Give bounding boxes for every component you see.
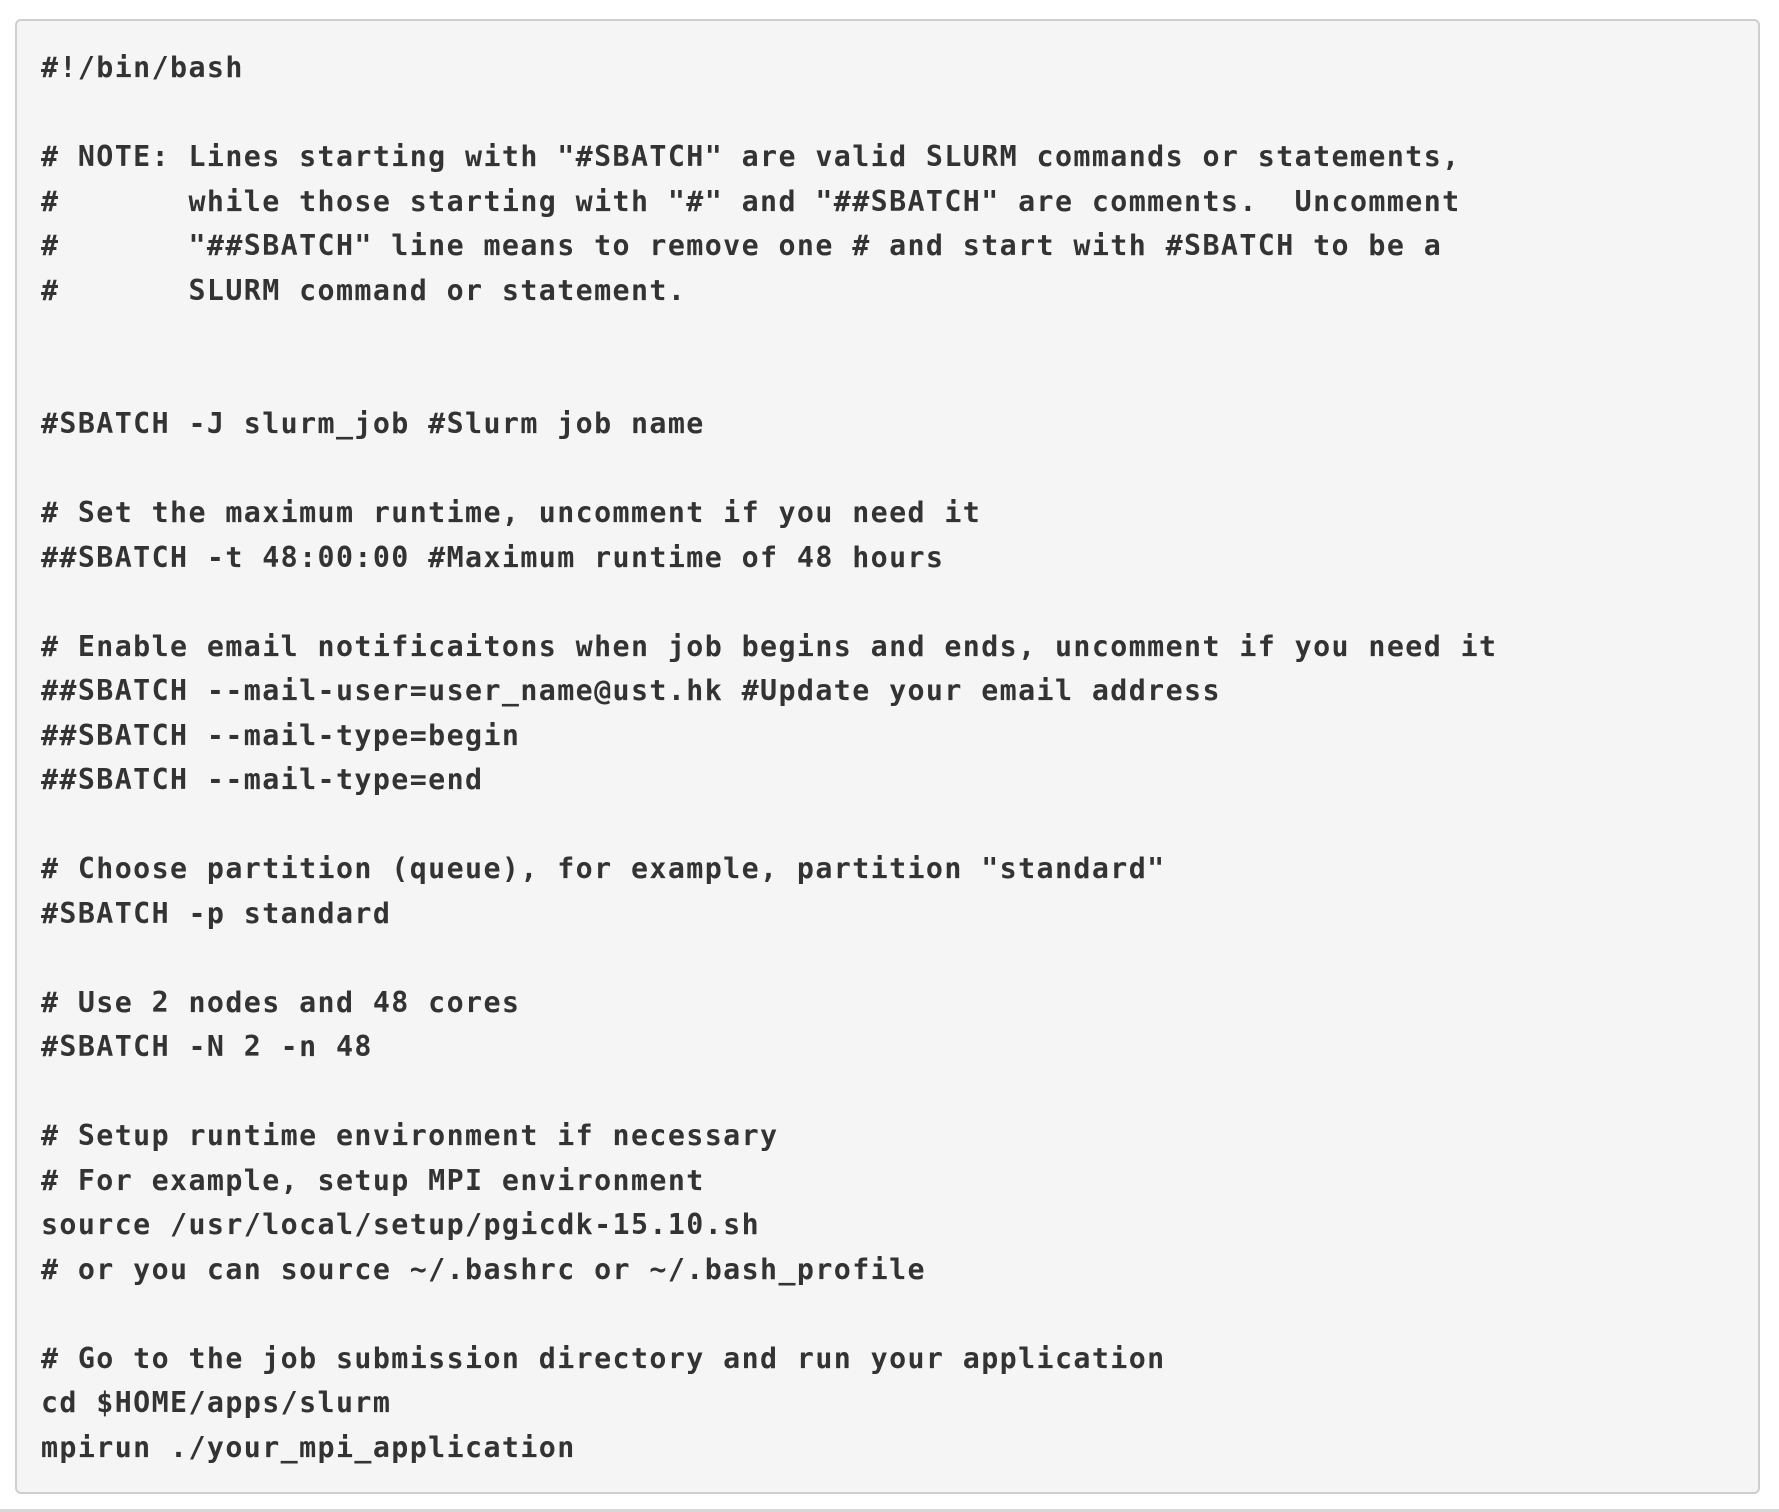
code-line-directive: #SBATCH -N 2 -n 48 xyxy=(41,1030,373,1063)
code-line-directive: ##SBATCH --mail-type=begin xyxy=(41,718,521,752)
code-line-blank xyxy=(41,91,1497,136)
code-line-command: mpirun ./your_mpi_application xyxy=(41,1430,576,1464)
code-line-blank xyxy=(41,580,1497,625)
code-line-shebang: #!/bin/bash xyxy=(41,51,244,84)
code-line-comment: # NOTE: Lines starting with "#SBATCH" are valid SLURM commands or statements, xyxy=(41,140,1461,173)
code-line-directive: #SBATCH -J slurm_job #Slurm job name xyxy=(41,407,705,440)
code-line-comment: # Enable email notificaitons when job begins and ends, uncomment if you need it xyxy=(41,629,1498,663)
code-line-command: cd $HOME/apps/slurm xyxy=(41,1386,392,1419)
code-line-blank xyxy=(41,313,1497,358)
code-line-directive: ##SBATCH --mail-user=user_name@ust.hk #Update your email address xyxy=(41,674,1221,707)
code-line-blank xyxy=(41,358,1497,403)
code-line-comment: # "##SBATCH" line means to remove one # and start with #SBATCH to be a xyxy=(41,229,1443,262)
code-line-comment: # Go to the job submission directory and run your application xyxy=(41,1341,1166,1375)
code-line-directive: ##SBATCH -t 48:00:00 #Maximum runtime of 48 hours xyxy=(41,540,945,574)
code-line-blank xyxy=(41,1292,1497,1337)
code-line-comment: # Set the maximum runtime, uncomment if you need it xyxy=(41,496,982,529)
code-line-blank xyxy=(41,447,1497,492)
code-line-blank xyxy=(41,1070,1497,1115)
code-line-comment: # SLURM command or statement. xyxy=(41,273,687,307)
code-line-comment: # or you can source ~/.bashrc or ~/.bash_profile xyxy=(41,1252,926,1286)
code-line-comment: # while those starting with "#" and "##SBATCH" are comments. Uncomment xyxy=(41,184,1461,218)
code-line-command: source /usr/local/setup/pgicdk-15.10.sh xyxy=(41,1208,761,1241)
code-line-directive: ##SBATCH --mail-type=end xyxy=(41,763,484,796)
code-block xyxy=(15,19,1760,1494)
code-content[interactable] xyxy=(41,46,1497,1470)
code-line-comment: # Use 2 nodes and 48 cores xyxy=(41,985,521,1019)
code-line-comment: # Setup runtime environment if necessary xyxy=(41,1119,779,1152)
code-line-comment: # For example, setup MPI environment xyxy=(41,1163,705,1197)
code-line-blank xyxy=(41,803,1497,848)
code-line-comment: # Choose partition (queue), for example, partition "standard" xyxy=(41,852,1166,885)
code-line-directive: #SBATCH -p standard xyxy=(41,896,392,930)
code-line-blank xyxy=(41,936,1497,981)
